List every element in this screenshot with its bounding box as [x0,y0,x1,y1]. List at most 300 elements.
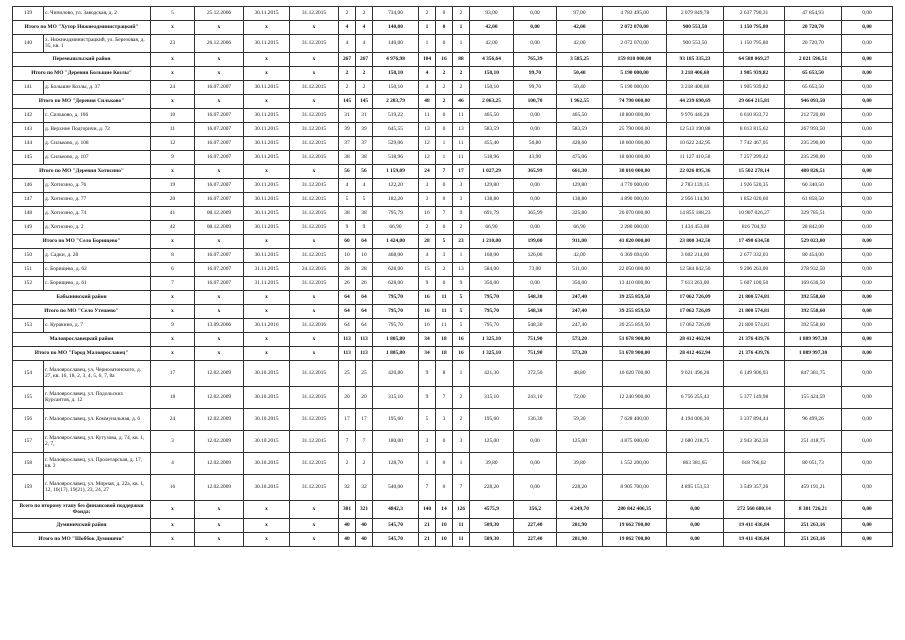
table-cell: 31.12.2015 [290,475,339,501]
table-cell: 0,00 [842,249,893,263]
table-cell: 2 [356,81,373,95]
table-cell: x [151,95,195,109]
subtotal-row [13,333,893,347]
table-cell: 31.12.2015 [290,109,339,123]
table-cell: 16.07.2007 [195,193,244,207]
table-cell: 39 [339,123,356,137]
table-cell: 12.02.2009 [195,475,244,501]
table-cell: 21 [419,519,436,533]
table-cell: 30.10.2015 [244,409,290,431]
table-cell: 573,20 [557,333,603,347]
table-cell: 141 [13,81,44,95]
table-cell: x [290,519,339,533]
table-cell: Думиничский район [13,519,151,533]
table-cell: 0,00 [842,165,893,179]
table-cell: 80 454,00 [785,249,842,263]
table-cell: 428,60 [557,137,603,151]
table-cell: 159 810 000,00 [603,53,667,67]
table-cell: 38 [356,207,373,221]
table-cell: 795,70 [470,305,514,319]
table-cell: 28 842,00 [785,221,842,235]
table-cell: 19 862 700,00 [603,533,667,547]
table-cell: 11 [436,291,453,305]
table-cell: 30.11.2015 [244,7,290,21]
table-cell: 2 [436,263,453,277]
table-cell: 155 424,59 [785,387,842,409]
table-cell: 24.12.2015 [290,263,339,277]
table-cell: 152 [13,277,44,291]
table-cell: 30.11.2015 [244,35,290,53]
table-cell: 365,99 [514,165,557,179]
table-cell: 816 704,92 [724,221,785,235]
table-cell: 3 [436,249,453,263]
table-cell: 251 263,16 [785,519,842,533]
table-cell: 0,00 [514,277,557,291]
table-cell: 26 [339,277,356,291]
table-cell: 39,80 [557,453,603,475]
table-cell: 459 191,21 [785,475,842,501]
table-cell: 64 [356,235,373,249]
table-cell: 16 [453,333,470,347]
table-cell: 16.07.2007 [195,109,244,123]
table-cell: 281,90 [557,519,603,533]
table-cell: 43,90 [514,151,557,165]
table-cell: 16.07.2007 [195,123,244,137]
table-cell: 0,00 [842,109,893,123]
table-cell: 3 549 357,26 [724,475,785,501]
table-cell: 5 [436,235,453,249]
table-cell: 60 340,50 [785,179,842,193]
table-cell: 42,00 [557,249,603,263]
table-row [13,361,893,387]
table-cell: 30.11.2015 [244,193,290,207]
table-cell: 100,70 [514,95,557,109]
table-cell: 30.11.2015 [244,81,290,95]
table-cell: 548,30 [514,305,557,319]
table-cell: 7 [419,475,436,501]
table-cell: x [244,21,290,35]
table-cell: 156 [13,409,44,431]
table-cell: 10 [151,109,195,123]
table-cell: 235 290,00 [785,151,842,165]
table-cell: 11 [453,151,470,165]
table-row [13,431,893,453]
table-cell: 0,00 [842,361,893,387]
table-cell: 31.12.2015 [290,453,339,475]
table-cell: 42,00 [557,35,603,53]
table-cell: д. Хотисино, д. 76 [44,179,151,193]
table-cell: 4842,3 [373,501,419,519]
table-cell: с. Куракинo, д. 7 [44,319,151,333]
table-cell: x [195,347,244,361]
table-cell: 18 600 000,00 [603,151,667,165]
table-cell: 30.11.2015 [244,249,290,263]
table-cell: 1 325,10 [470,333,514,347]
table-cell: 0 [436,431,453,453]
table-cell: с. Чипилово, ул. Заводская, д. 2 [44,7,151,21]
table-cell: 41 820 000,00 [603,235,667,249]
table-cell: 4 [339,35,356,53]
table-cell: д. Верхние Подгоричи, д. 72 [44,123,151,137]
table-cell: 28 [419,235,436,249]
table-cell: 8 905 700,00 [603,475,667,501]
table-cell: x [195,533,244,547]
table-cell: 73,00 [514,263,557,277]
table-cell: 2 943 362,50 [724,431,785,453]
table-cell: х. Нижнеадминистрацкий, ул. Березовая, д. 35, кв. 1 [44,35,151,53]
table-cell: 30.11.2015 [244,137,290,151]
table-cell: 97,00 [557,7,603,21]
table-cell: 1 [436,151,453,165]
table-cell: 08.12.2009 [195,207,244,221]
table-cell: 23 800 342,50 [667,235,724,249]
table-cell: 29 664 215,81 [724,95,785,109]
table-cell: 25.12.2006 [195,7,244,21]
table-cell: 30.10.2015 [244,361,290,387]
table-cell: 12.02.2009 [195,387,244,409]
table-cell: 31.12.2015 [290,277,339,291]
table-cell: 17 [356,409,373,431]
table-cell: x [195,519,244,533]
table-cell: 11 [453,109,470,123]
table-cell: 518,96 [470,151,514,165]
table-cell: 13 [453,123,470,137]
table-cell: 17 062 726,09 [667,291,724,305]
table-cell: 12.02.2009 [195,361,244,387]
table-cell: 0,00 [667,533,724,547]
table-cell: 147 [13,193,44,207]
table-cell: 628,00 [373,263,419,277]
table-cell: x [244,95,290,109]
table-cell: 153 [13,319,44,333]
table-cell: 59,30 [557,409,603,431]
table-cell: 21 [419,533,436,547]
table-cell: 0,00 [842,319,893,333]
table-cell: 65 653,50 [785,81,842,95]
table-cell: Малоярославецкий район [13,333,151,347]
table-cell: 9 [453,207,470,221]
table-cell: 0,00 [842,333,893,347]
table-cell: 16.07.2007 [195,249,244,263]
table-body [13,7,893,547]
table-cell: 583,59 [557,123,603,137]
table-cell: x [151,347,195,361]
table-cell: x [290,347,339,361]
table-cell: 3 337 894,44 [724,409,785,431]
table-cell: 2 [419,221,436,235]
table-cell: 0 [436,475,453,501]
table-cell: 0 [436,35,453,53]
table-cell: 155 [13,387,44,409]
table-cell: x [290,291,339,305]
table-cell: 9 [151,151,195,165]
table-cell: 65 653,50 [785,67,842,81]
table-cell: 11 [453,533,470,547]
table-cell: 26 [356,277,373,291]
table-cell: 900 553,50 [667,21,724,35]
table-cell: 32 [339,475,356,501]
table-cell: 267 [339,53,356,67]
table-cell: 44 239 690,69 [667,95,724,109]
table-cell: 64 [339,305,356,319]
table-cell: 227,40 [514,533,557,547]
table-cell: x [195,95,244,109]
table-cell: 113 [356,333,373,347]
table-cell: 645,55 [373,123,419,137]
table-cell: 0,00 [514,193,557,207]
document-sheet [12,6,892,547]
table-cell: 72,00 [557,387,603,409]
table-cell: 4575,9 [470,501,514,519]
table-cell: 30.11.2016 [244,319,290,333]
table-cell: 0,00 [842,179,893,193]
table-cell: 4 890 000,00 [603,193,667,207]
table-cell: 4 [356,21,373,35]
table-cell: 28 412 462,94 [667,347,724,361]
table-row [13,453,893,475]
table-cell: 10 [356,249,373,263]
table-cell: Перемышльский район [13,53,151,67]
table-cell: с. Борищево, д. 62 [44,263,151,277]
table-cell: x [290,305,339,319]
table-cell: 1 805,80 [373,347,419,361]
table-cell: 32 [356,475,373,501]
table-row [13,81,893,95]
table-cell: 0,00 [842,533,893,547]
table-cell: 88 [453,53,470,67]
table-cell: 13 [419,123,436,137]
table-cell: 113 [339,333,356,347]
table-cell: 40 [339,533,356,547]
table-cell: 195,60 [470,409,514,431]
table-cell: 1 424,00 [373,235,419,249]
table-cell: 301 [339,501,356,519]
subtotal-row [13,501,893,519]
table-cell: 3 218 406,68 [667,67,724,81]
table-cell: 0,00 [842,193,893,207]
table-cell: 0,00 [842,207,893,221]
table-cell: 74 790 000,00 [603,95,667,109]
table-cell: 19 [151,179,195,193]
table-cell: 140,00 [373,21,419,35]
table-cell: 9 [356,221,373,235]
table-cell: 16.07.2007 [195,81,244,95]
table-cell: 143 [13,123,44,137]
table-cell: 31 [339,109,356,123]
table-cell: 0 [436,109,453,123]
table-cell: 392 558,60 [785,291,842,305]
table-cell: 2 203,79 [373,95,419,109]
table-cell: 2 637 790,31 [724,7,785,21]
table-cell: 12.02.2009 [195,409,244,431]
table-row [13,319,893,333]
subtotal-row [13,53,893,67]
table-cell: 5 [453,319,470,333]
table-cell: x [290,165,339,179]
table-cell: 9 [419,361,436,387]
table-cell: 6 149 906,93 [724,361,785,387]
table-cell: x [151,533,195,547]
table-cell: 16 [419,291,436,305]
table-cell: 247,40 [557,291,603,305]
table-cell: 18 [151,387,195,409]
table-cell: Итого по МО "Деревня Сильково" [13,95,151,109]
table-cell: 0 [436,7,453,21]
table-cell: 30.11.2015 [244,221,290,235]
table-cell: 31.12.2015 [290,361,339,387]
table-cell: 3 [151,431,195,453]
table-cell: x [195,291,244,305]
table-cell: 13 [453,263,470,277]
table-cell: 2 [356,7,373,21]
table-cell: 0 [436,21,453,35]
table-cell: д. Сильково, д. 107 [44,151,151,165]
table-cell: с. Сильково, д. 106 [44,109,151,123]
table-cell: 356,00 [470,277,514,291]
table-cell: Итого по МО "Село Утешево" [13,305,151,319]
table-cell: 31.12.2015 [290,35,339,53]
table-cell: 23 [151,35,195,53]
table-cell: 50,40 [557,81,603,95]
table-cell: 5 190 000,00 [603,67,667,81]
table-cell: 1 905 939,82 [724,67,785,81]
table-cell: 37 [339,137,356,151]
table-cell: 7 [436,207,453,221]
table-cell: 99,70 [514,67,557,81]
table-cell: 0,00 [842,95,893,109]
table-cell: г. Малоярославец, ул. Подольских Курсантов, д. 12 [44,387,151,409]
table-cell: 16.07.2007 [195,277,244,291]
table-cell: 144 [13,137,44,151]
table-cell: 0,00 [842,263,893,277]
table-cell: x [195,235,244,249]
table-row [13,151,893,165]
table-cell: 34 [419,347,436,361]
table-cell: 278 932,50 [785,263,842,277]
table-cell: 212 720,00 [785,109,842,123]
table-cell: 140 [13,35,44,53]
table-cell: 3 [419,431,436,453]
table-cell: 4 770 000,00 [603,179,667,193]
table-cell: 281,90 [557,533,603,547]
table-cell: 16 [453,347,470,361]
table-cell: 0,00 [842,151,893,165]
table-cell: x [244,519,290,533]
table-cell: 4 [356,35,373,53]
table-cell: 64 [339,291,356,305]
table-cell: 9 [339,221,356,235]
table-cell: 548,30 [514,291,557,305]
table-cell: 31.12.2015 [290,221,339,235]
table-cell: 104 [419,53,436,67]
table-cell: 7 742 467,05 [724,137,785,151]
table-cell: 129,80 [557,179,603,193]
table-cell: 40 [339,519,356,533]
table-cell: 142 [13,109,44,123]
table-cell: 20 [356,387,373,409]
table-row [13,249,893,263]
table-cell: 31.12.2015 [290,123,339,137]
table-cell: 2 079 849,78 [667,7,724,21]
table-cell: 4 [419,249,436,263]
table-cell: 0,00 [514,123,557,137]
table-cell: 40 [356,533,373,547]
table-cell: 16.07.2007 [195,137,244,151]
table-cell: 795,79 [373,207,419,221]
table-cell: 145 [356,95,373,109]
table-cell: 1 434 453,08 [667,221,724,235]
table-cell: 195,60 [373,409,419,431]
table-cell: д. Большие Козлы, д. 37 [44,81,151,95]
table-cell: 321 [356,501,373,519]
table-cell: г. Малоярославец, ул. Мирная, д. 22а, кв. 1, 12, 16(17), 19(21), 23, 24, 27 [44,475,151,501]
table-cell: 6 756 255,43 [667,387,724,409]
table-cell: 154 [13,361,44,387]
table-cell: 182,20 [373,193,419,207]
table-row [13,387,893,409]
table-cell: x [195,333,244,347]
table-cell: 21 800 574,81 [724,305,785,319]
subtotal-row [13,21,893,35]
table-cell: 15 502 278,14 [724,165,785,179]
table-cell: 21 800 574,81 [724,319,785,333]
table-cell: x [244,235,290,249]
table-cell: 1 [453,361,470,387]
table-cell: 247,40 [557,305,603,319]
table-cell: Итого по МО "Город Малоярославец" [13,347,151,361]
table-cell: 1 027,29 [470,165,514,179]
table-cell: 509,30 [470,519,514,533]
table-cell: x [290,501,339,519]
table-cell: 0,00 [842,453,893,475]
table-cell: 11 127 410,58 [667,151,724,165]
table-cell: 691,79 [470,207,514,221]
table-cell: 0,00 [842,123,893,137]
table-cell: 64 [356,305,373,319]
table-cell: 31.12.2015 [290,249,339,263]
table-cell: 24 [419,165,436,179]
table-cell: 42 [151,221,195,235]
table-cell: 3 [453,193,470,207]
table-cell: x [195,501,244,519]
table-cell: 30.11.2015 [244,179,290,193]
table-cell: 0,00 [667,501,724,519]
table-cell: 356,00 [557,277,603,291]
table-cell: 80 051,73 [785,453,842,475]
table-cell: 125,00 [470,431,514,453]
table-cell: 2 [436,67,453,81]
table-cell: 31 [356,109,373,123]
table-cell: 0,00 [514,431,557,453]
table-cell: x [151,67,195,81]
table-row [13,221,893,235]
table-cell: 584,00 [470,263,514,277]
table-cell: 0,00 [842,137,893,151]
table-cell: 157 [13,431,44,453]
table-cell: 2 072 070,00 [603,35,667,53]
table-cell: д. Хотисино, д. 74 [44,207,151,221]
table-cell: 66,90 [373,221,419,235]
table-cell: 14 [436,501,453,519]
table-cell: 4 [356,179,373,193]
table-cell: 21 376 439,76 [724,333,785,347]
table-cell: 392 558,60 [785,319,842,333]
table-cell: 15 [419,263,436,277]
table-cell: 9 021 496,28 [667,361,724,387]
table-cell: 34 [419,333,436,347]
table-cell: 0,00 [842,387,893,409]
table-row [13,137,893,151]
